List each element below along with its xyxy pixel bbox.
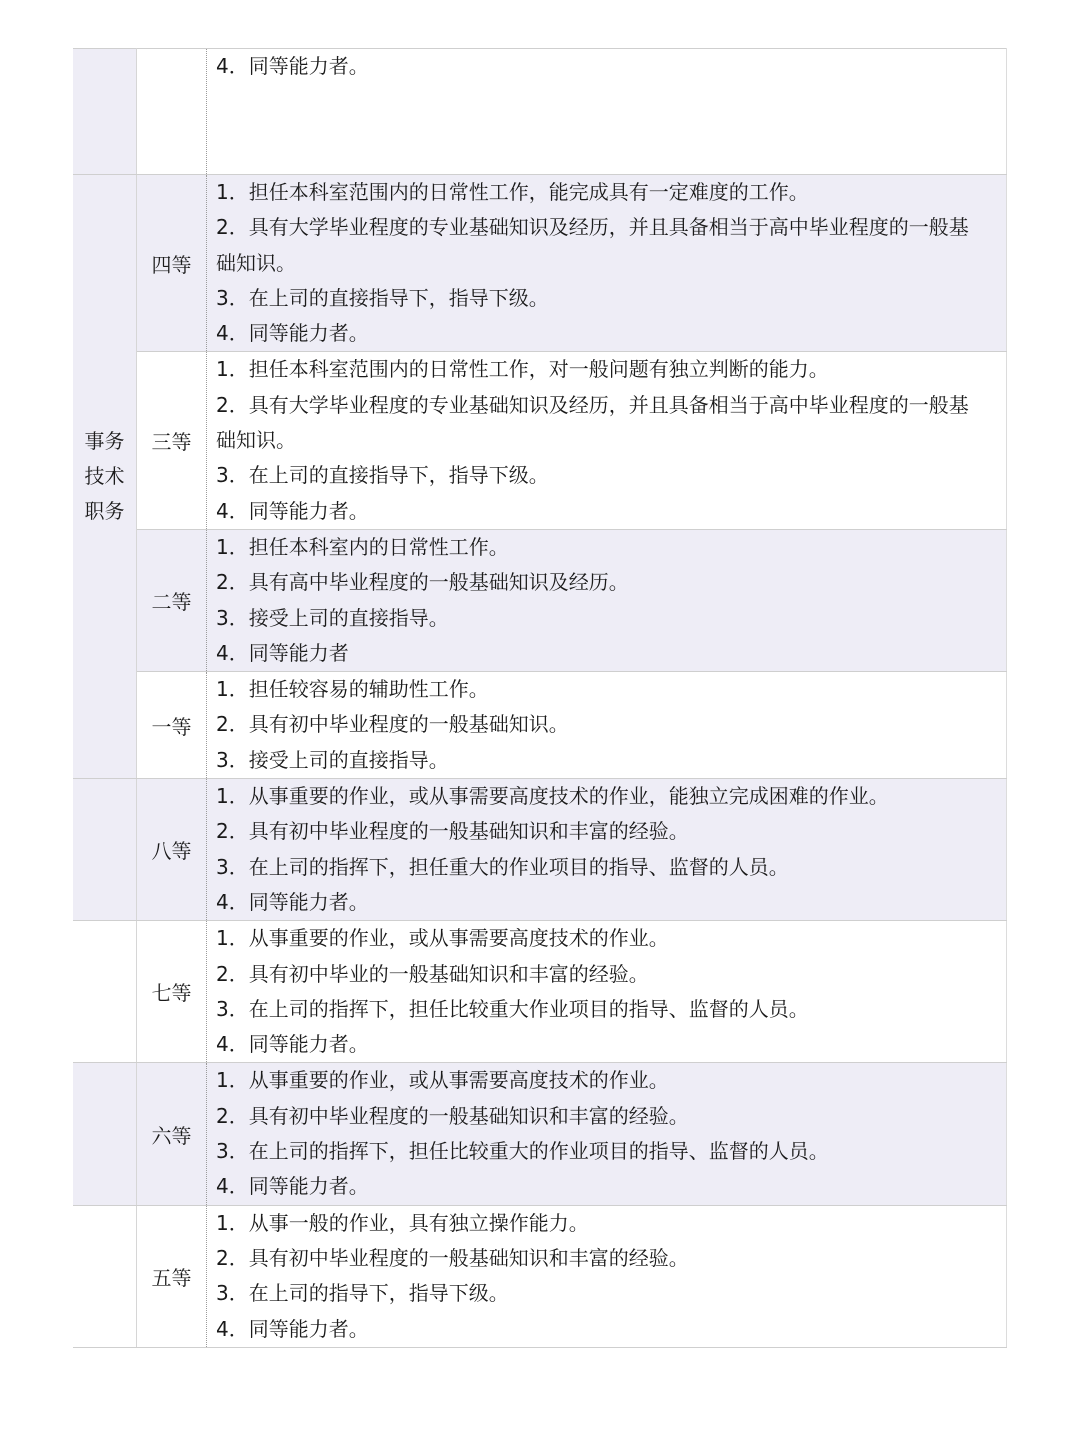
description-cell [207,672,1007,779]
category-cell-empty [73,921,137,1063]
grade-cell: 六等 [137,1063,207,1205]
description-line: 2．具有初中毕业程度的一般基础知识。 [216,712,569,737]
category-cell-empty [73,1205,137,1347]
description-line: 1．担任本科室内的日常性工作。 [216,534,509,559]
description-cell [207,1063,1007,1205]
description-line: 2．具有大学毕业程度的专业基础知识及经历，并且具备相当于高中毕业程度的一般基 [216,392,969,417]
description-line: 3．在上司的指导下，指导下级。 [216,1281,509,1306]
grade-cell: 三等 [137,352,207,529]
description-line: 1．担任本科室范围内的日常性工作，能完成具有一定难度的工作。 [216,180,809,204]
description-line: 3．在上司的指挥下，担任比较重大的作业项目的指导、监督的人员。 [216,1139,829,1164]
description-line: 2．具有高中毕业程度的一般基础知识及经历。 [216,570,629,595]
description-cell [207,49,1007,175]
category-cell-empty [73,779,137,921]
grade-cell: 二等 [137,529,207,671]
description-line: 2．具有初中毕业程度的一般基础知识和丰富的经验。 [216,1103,689,1128]
table-row [73,529,1007,671]
description-line: 3．接受上司的直接指导。 [216,747,449,772]
category-cell-empty [73,49,137,175]
description-line: 4．同等能力者。 [216,1174,369,1199]
description-line: 2．具有初中毕业程度的一般基础知识和丰富的经验。 [216,819,689,844]
description-line: 3．在上司的直接指导下，指导下级。 [216,463,549,488]
job-grade-table [73,48,1007,1348]
description-line: 1．从事重要的作业，或从事需要高度技术的作业。 [216,926,669,951]
description-line: 1．从事重要的作业，或从事需要高度技术的作业。 [216,1068,669,1093]
description-line: 1．从事重要的作业，或从事需要高度技术的作业，能独立完成困难的作业。 [216,784,889,809]
table-row [73,1063,1007,1205]
description-line: 础知识。 [216,250,296,275]
description-cell [207,352,1007,529]
description-cell [207,529,1007,671]
description-line: 1．担任本科室范围内的日常性工作，对一般问题有独立判断的能力。 [216,357,829,382]
description-line: 3．在上司的直接指导下，指导下级。 [216,285,549,310]
description-line: 3．接受上司的直接指导。 [216,605,449,630]
description-line: 1．担任较容易的辅助性工作。 [216,677,489,702]
description-line: 4．同等能力者。 [216,498,369,523]
description-line: 3．在上司的指挥下，担任比较重大作业项目的指导、监督的人员。 [216,996,809,1021]
description-line: 4．同等能力者。 [216,1032,369,1057]
description-line: 2．具有初中毕业的一般基础知识和丰富的经验。 [216,961,649,986]
description-cell [207,175,1007,352]
category-label [85,424,125,529]
table-row [73,1205,1007,1347]
table-row [73,175,1007,352]
description-line: 础知识。 [216,428,296,453]
description-line: 2．具有初中毕业程度的一般基础知识和丰富的经验。 [216,1245,689,1270]
table-row [73,921,1007,1063]
description-line: 4．同等能力者。 [216,321,369,346]
description-cell [207,1205,1007,1347]
description-line: 4．同等能力者。 [216,889,369,914]
table-row [73,49,1007,175]
description-cell [207,779,1007,921]
category-cell-empty [73,1063,137,1205]
category-label-text: 事务 技术 职务 [84,429,125,524]
table-row [73,672,1007,779]
grade-cell: 四等 [137,175,207,352]
grade-cell: 五等 [137,1205,207,1347]
description-line: 4．同等能力者。 [216,1316,369,1341]
description-line: 3．在上司的指挥下，担任重大的作业项目的指导、监督的人员。 [216,854,789,879]
category-cell-office-technical [73,175,137,779]
description-line: 4．同等能力者。 [216,54,369,78]
grade-cell: 七等 [137,921,207,1063]
grade-cell: 八等 [137,779,207,921]
grade-cell [137,49,207,175]
description-line: 4．同等能力者 [216,640,349,665]
grade-cell: 一等 [137,672,207,779]
description-line: 1．从事一般的作业，具有独立操作能力。 [216,1210,589,1235]
description-cell [207,921,1007,1063]
description-line: 2．具有大学毕业程度的专业基础知识及经历，并且具备相当于高中毕业程度的一般基 [216,215,969,240]
table-row [73,779,1007,921]
table-row [73,352,1007,529]
